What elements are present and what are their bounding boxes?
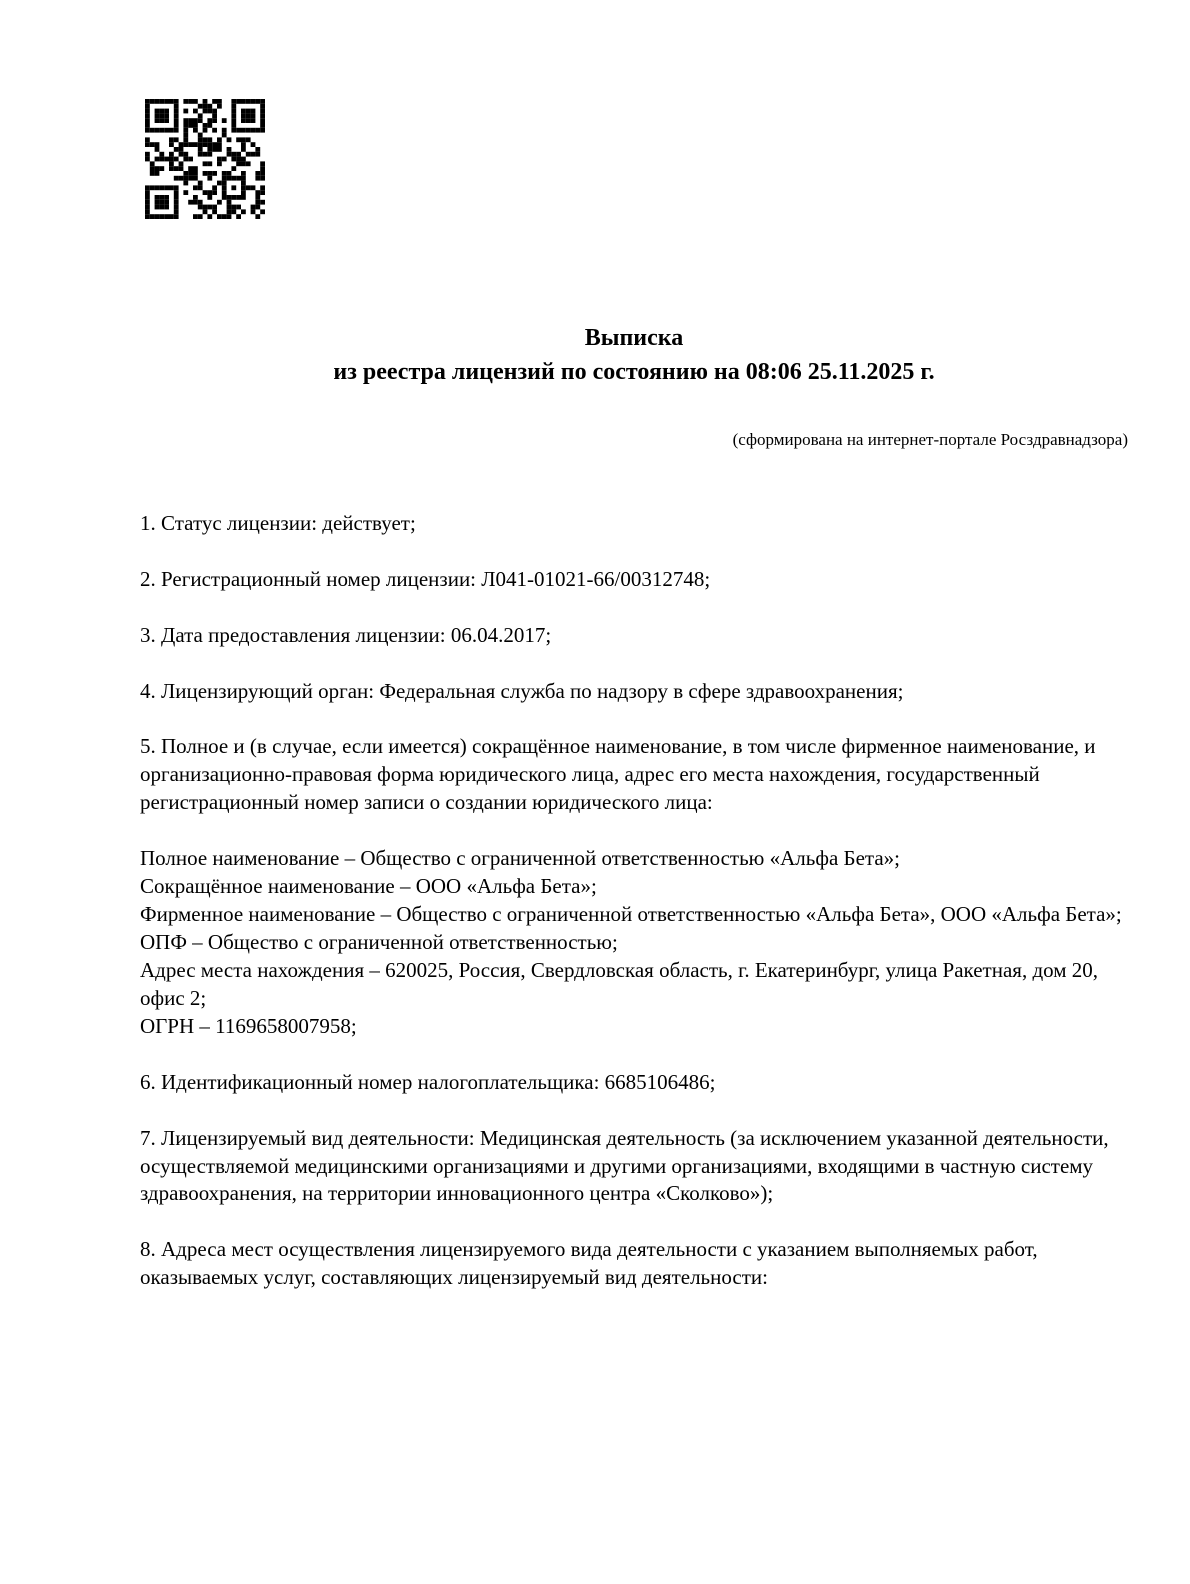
licensing-authority: 4. Лицензирующий орган: Федеральная служба по надзору в сфере здравоохранения; xyxy=(140,678,904,703)
license-grant-date: 3. Дата предоставления лицензии: 06.04.2017; xyxy=(140,622,552,647)
org-address: Адрес места нахождения – 620025, Россия, Свердловская область, г. Екатеринбург, улица Ракетная, дом 20, офис 2; xyxy=(140,957,1099,1010)
qr-code-svg xyxy=(145,99,265,219)
taxpayer-id: 6. Идентификационный номер налогоплательщика: 6685106486; xyxy=(140,1069,716,1094)
org-info-heading: 5. Полное и (в случае, если имеется) сокращённое наименование, в том числе фирменное наименование, и организационно-правовая форма юридического лица, адрес его места нахождения, государственный регистрационный номер записи о создании юридического лица: xyxy=(140,734,1096,815)
org-brand-name: Фирменное наименование – Общество с ограниченной ответственностью «Альфа Бета», ООО «Альфа Бета»; xyxy=(140,902,1122,927)
document-body xyxy=(140,322,1128,1292)
title-line-1: Выписка xyxy=(584,325,684,351)
org-legal-form: ОПФ – Общество с ограниченной ответственностью; xyxy=(140,930,618,955)
licensed-activity: 7. Лицензируемый вид деятельности: Медицинская деятельность (за исключением указанной деятельности, осуществляемой медицинскими организациями и другими организациями, входящими в частную систему здравоохранения, на территории инновационного центра «Сколково»); xyxy=(140,1125,1109,1206)
license-reg-number: 2. Регистрационный номер лицензии: Л041-01021-66/00312748; xyxy=(140,566,711,591)
qr-code-icon xyxy=(145,99,265,219)
org-ogrn: ОГРН – 1169658007958; xyxy=(140,1013,357,1038)
org-short-name: Сокращённое наименование – ООО «Альфа Бета»; xyxy=(140,874,597,899)
org-full-name: Полное наименование – Общество с ограниченной ответственностью «Альфа Бета»; xyxy=(140,846,900,871)
activity-addresses-heading: 8. Адреса мест осуществления лицензируемого вида деятельности с указанием выполняемых работ, оказываемых услуг, составляющих лицензируемый вид деятельности: xyxy=(140,1237,1038,1290)
org-details xyxy=(140,845,1128,1040)
document-subtitle: (сформирована на интернет-портале Росздравнадзора) xyxy=(732,430,1128,450)
license-status: 1. Статус лицензии: действует; xyxy=(140,510,416,535)
document-title xyxy=(140,322,1128,389)
title-line-2: из реестра лицензий по состоянию на 08:06 25.11.2025 г. xyxy=(333,358,935,385)
